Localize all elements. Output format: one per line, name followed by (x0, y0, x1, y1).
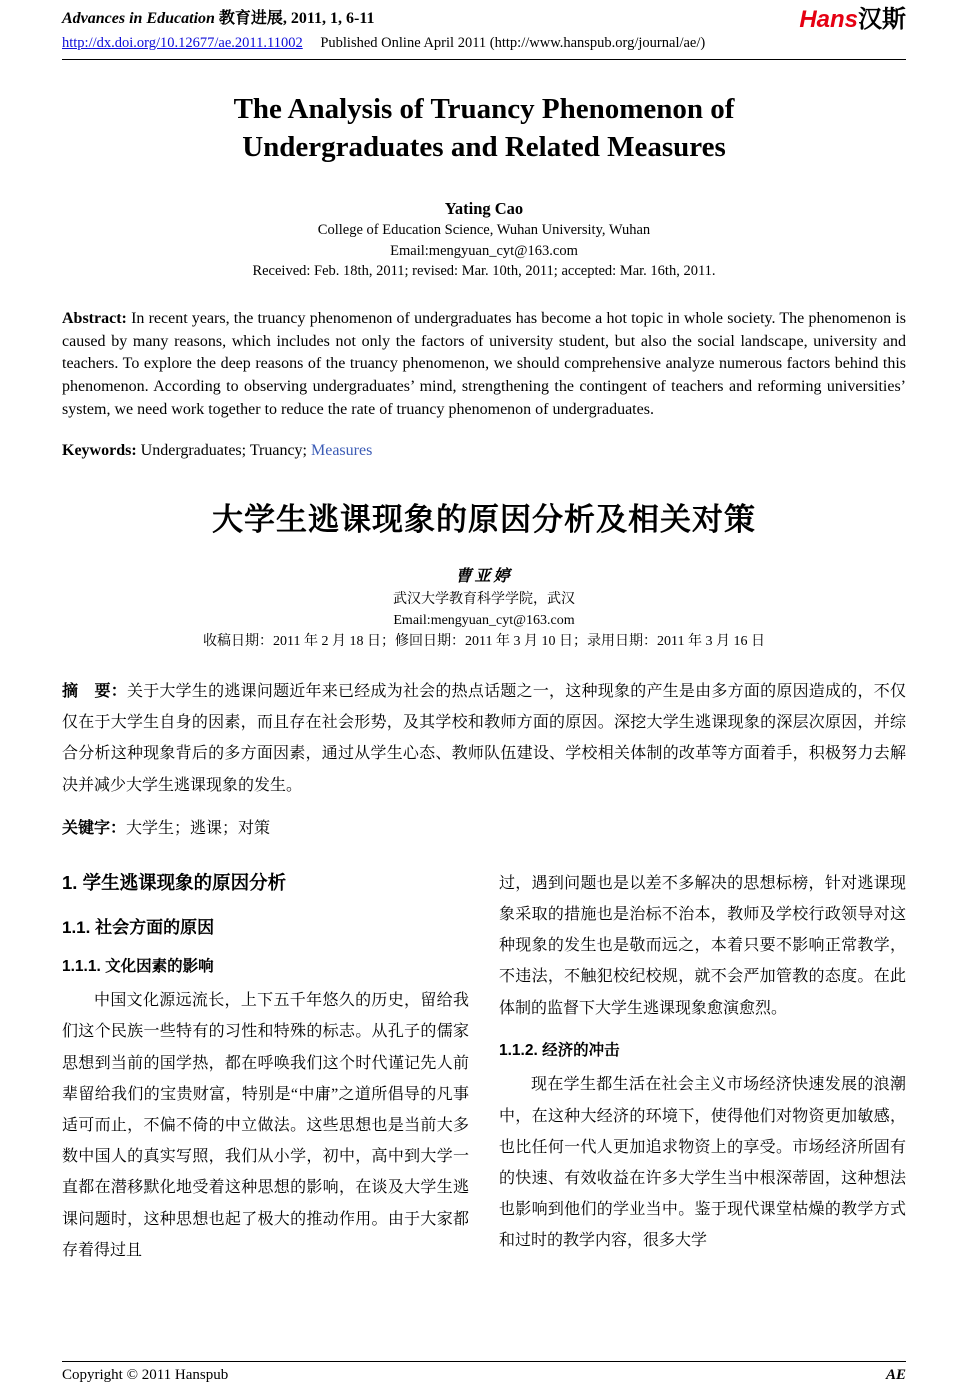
keywords-highlight-en: Measures (311, 442, 373, 460)
footer-row (62, 1362, 906, 1384)
published-info: Published Online April 2011 (http://www.hanspub.org/journal/ae/) (320, 35, 706, 51)
right-column (499, 868, 906, 1266)
abstract-label-zh: 摘 要： (62, 683, 127, 701)
keywords-main-en: Undergraduates; Truancy; (136, 442, 311, 460)
issue-info: , 2011, 1, 6-11 (282, 10, 375, 27)
received-dates-en: Received: Feb. 18th, 2011; revised: Mar. 10th, 2011; accepted: Mar. 16th, 2011. (252, 263, 716, 280)
hans-logo-en-text: Hans (799, 6, 858, 33)
paper-title-en (62, 90, 906, 167)
journal-name-zh: 教育进展 (218, 10, 283, 27)
section-heading-1: 1. 学生逃课现象的原因分析 (62, 871, 287, 893)
abstract-label-en: Abstract: (62, 309, 127, 327)
author-name-zh: 曹亚婷 (455, 568, 513, 586)
section-heading-1-1: 1.1. 社会方面的原因 (62, 917, 215, 937)
keywords-label-en: Keywords: (62, 442, 137, 460)
hans-logo-zh-text: 汉斯 (858, 6, 906, 33)
page-footer (62, 1361, 906, 1384)
abstract-text-en: In recent years, the truancy phenomenon of undergraduates has become a hot topic in whole society. The phenomenon is caused by many reasons, which includes not only the factors of university student, but also the social landscape, university and teachers. To explore the deep reasons of the truancy phenomenon, we should comprehensive analyze numerous factors behind this phenomenon. According to observing undergraduates’ mind, strengthening the contingent of teachers and reforming universities’ system, we need work together to reduce the rate of truancy phenomenon of undergraduates. (62, 309, 906, 419)
paragraph-culture: 中国文化源远流长，上下五千年悠久的历史，留给我们这个民族一些特有的习性和特殊的标志。从孔子的儒家思想到当前的国学热，都在呼唤我们这个时代谨记先人前辈留给我们的宝贵财富，特别是“中庸”之道所倡导的凡事适可而止，不偏不倚的中立做法。这些思想也是当前大多数中国人的真实写照，我们从小学，初中，高中到大学一直都在潜移默化地受着这种思想的影响，在谈及大学生逃课问题时，这种思想也起了极大的推动作用。由于大家都存着得过且 (62, 992, 469, 1259)
paper-title-zh: 大学生逃课现象的原因分析及相关对策 (212, 502, 756, 538)
hans-logo (799, 8, 906, 32)
header-top-row (62, 8, 906, 32)
body-columns (62, 868, 906, 1266)
keywords-en (62, 442, 906, 460)
abstract-text-zh: 关于大学生的逃课问题近年来已经成为社会的热点话题之一，这种现象的产生是由多方面的原因造成的，不仅仅在于大学生自身的因素，而且存在社会形势，及其学校和教师方面的原因。深挖大学生逃课现象的深层次原因，并综合分析这种现象背后的多方面因素，通过从学生心态、教师队伍建设、学校相关体制的改革等方面着手，积极努力去解决并减少大学生逃课现象的发生。 (62, 683, 906, 794)
abstract-zh (62, 676, 906, 801)
email-en: Email:mengyuan_cyt@163.com (390, 242, 578, 259)
received-dates-zh: 收稿日期：2011 年 2 月 18 日；修回日期：2011 年 3 月 10 日；录用日期：2011 年 3 月 16 日 (203, 634, 765, 650)
paper-title-en-line1: The Analysis of Truancy Phenomenon of (233, 93, 735, 125)
keywords-label-zh: 关键字： (62, 819, 127, 837)
section-heading-1-1-2: 1.1.2. 经济的冲击 (499, 1041, 620, 1059)
header-rule (62, 59, 906, 60)
header-second-row (62, 35, 906, 59)
author-block-en (62, 197, 906, 282)
journal-abbreviation: AE (885, 1367, 906, 1383)
affiliation-en: College of Education Science, Wuhan University, Wuhan (317, 221, 651, 238)
paper-title-en-line2: Undergraduates and Related Measures (242, 131, 726, 164)
paragraph-culture-continued: 过，遇到问题也是以差不多解决的思想标榜，针对逃课现象采取的措施也是治标不治本，教师及学校行政领导对这种现象的发生也是敬而远之，本着只要不影响正常教学，不违法，不触犯校纪校规，就不会严加管教的态度。在此体制的监督下大学生逃课现象愈演愈烈。 (499, 874, 906, 1017)
journal-info (62, 8, 374, 30)
keywords-text-zh: 大学生；逃课；对策 (126, 819, 271, 837)
affiliation-zh: 武汉大学教育科学学院，武汉 (393, 592, 575, 608)
left-column (62, 868, 469, 1266)
author-name-en: Yating Cao (444, 198, 524, 218)
journal-name-en: Advances in Education (62, 10, 215, 27)
keywords-zh (62, 815, 906, 838)
journal-header (62, 8, 906, 60)
abstract-en (62, 308, 906, 422)
author-block-zh (62, 565, 906, 652)
email-zh: Email:mengyuan_cyt@163.com (393, 613, 575, 629)
doi-link[interactable]: http://dx.doi.org/10.12677/ae.2011.11002 (62, 35, 303, 51)
copyright-text: Copyright © 2011 Hanspub (62, 1367, 229, 1383)
section-heading-1-1-1: 1.1.1. 文化因素的影响 (62, 957, 214, 975)
paragraph-economy: 现在学生都生活在社会主义市场经济快速发展的浪潮中，在这种大经济的环境下，使得他们对物资更加敏感，也比任何一代人更加追求物资上的享受。市场经济所固有的快速、有效收益在许多大学生当中根深蒂固，这种想法也影响到他们的学业当中。鉴于现代课堂枯燥的教学方式和过时的教学内容，很多大学 (499, 1076, 906, 1250)
